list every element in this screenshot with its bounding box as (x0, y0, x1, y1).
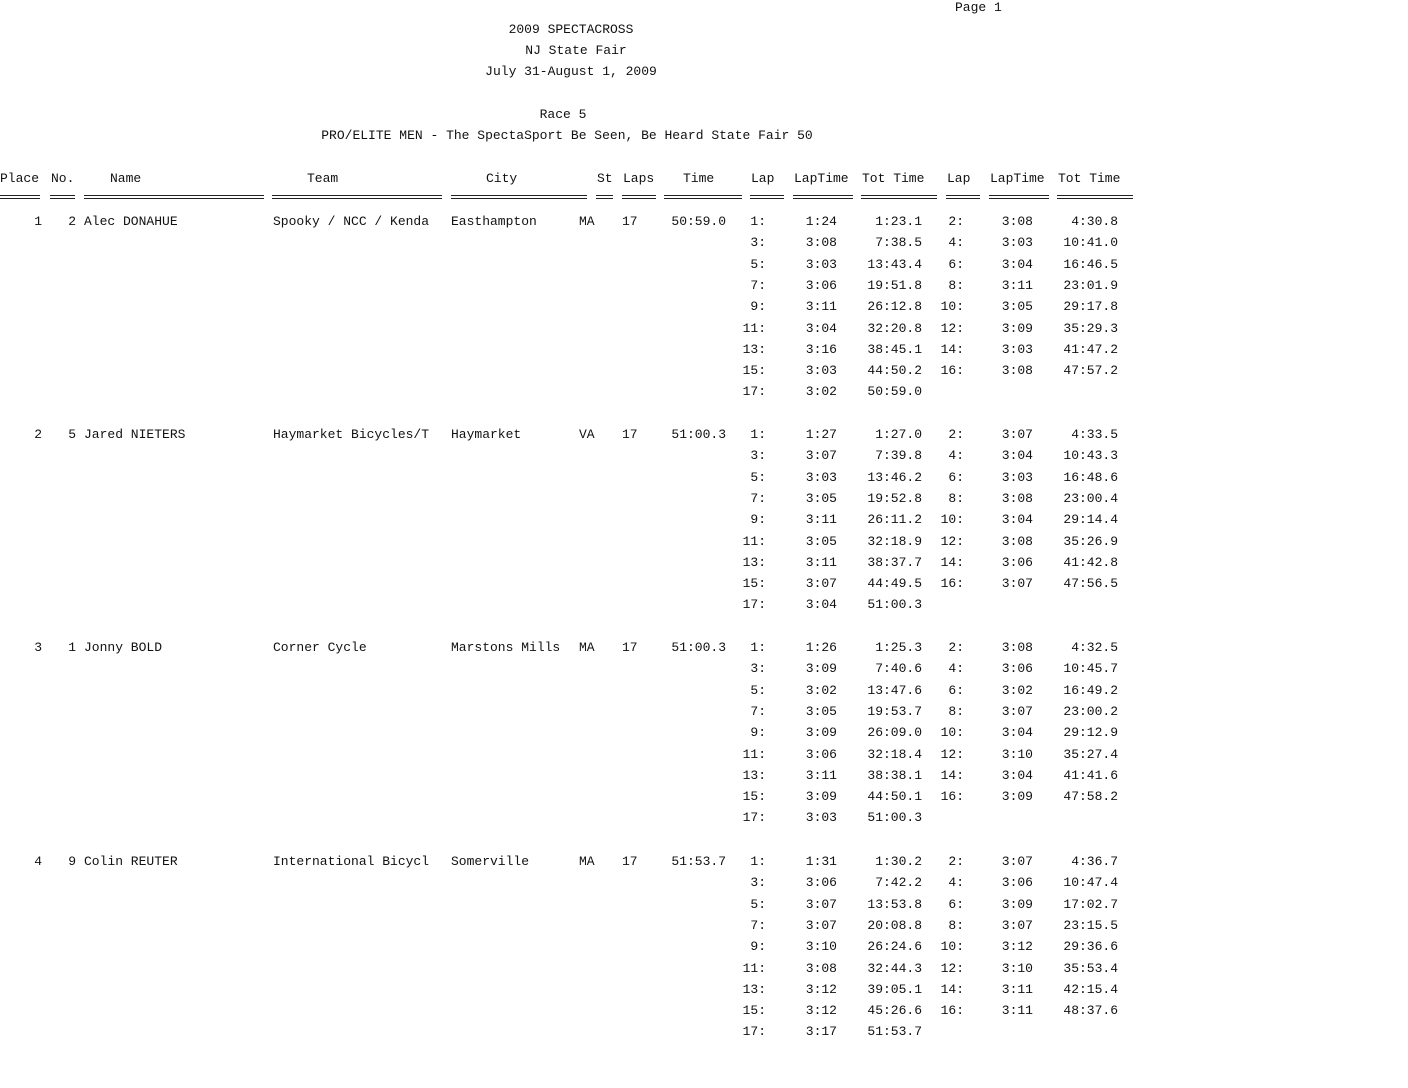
rider-number: 2 (68, 214, 76, 229)
col-lap-1: Lap (751, 171, 775, 186)
lap-number: 12: (940, 533, 964, 549)
lap-number: 11: (742, 320, 766, 336)
rider-city: Somerville (451, 854, 530, 869)
lap-total-time: 29:17.8 (1063, 299, 1118, 315)
lap-total-time: 1:30.2 (875, 854, 922, 869)
lap-total-time: 35:27.4 (1063, 746, 1118, 762)
lap-number: 2: (948, 854, 964, 869)
lap-total-time: 19:52.8 (867, 490, 922, 506)
rider-city: Haymarket (451, 427, 522, 442)
lap-time: 3:08 (805, 235, 837, 251)
lap-time: 3:09 (1001, 320, 1033, 336)
lap-number: 1: (750, 214, 766, 229)
lap-time: 1:27 (805, 427, 837, 442)
rule-tottime-1 (861, 195, 937, 199)
col-city: City (486, 171, 518, 186)
lap-total-time: 42:15.4 (1063, 981, 1118, 997)
rider-place: 1 (34, 214, 42, 229)
venue-title: NJ State Fair (525, 43, 627, 58)
lap-total-time: 51:00.3 (867, 810, 922, 826)
lap-number: 13: (742, 341, 766, 357)
lap-time: 3:03 (805, 363, 837, 379)
lap-number: 6: (948, 469, 964, 485)
lap-time: 3:05 (805, 533, 837, 549)
lap-total-time: 29:14.4 (1063, 512, 1118, 528)
lap-time: 3:07 (805, 917, 837, 933)
lap-number: 15: (742, 1003, 766, 1019)
lap-total-time: 29:12.9 (1063, 725, 1118, 741)
lap-time: 3:05 (1001, 299, 1033, 315)
rider-state: MA (579, 854, 595, 869)
lap-time: 3:06 (805, 746, 837, 762)
rule-no (50, 195, 75, 199)
lap-total-time: 13:43.4 (867, 256, 922, 272)
lap-time: 3:06 (805, 277, 837, 293)
lap-number: 16: (940, 1003, 964, 1019)
lap-total-time: 39:05.1 (867, 981, 922, 997)
lap-number: 2: (948, 427, 964, 442)
lap-time: 3:11 (1001, 1003, 1033, 1019)
col-lap-2: Lap (947, 171, 971, 186)
lap-total-time: 1:23.1 (875, 214, 922, 229)
lap-time: 3:17 (805, 1024, 837, 1040)
lap-number: 6: (948, 256, 964, 272)
lap-time: 3:07 (805, 896, 837, 912)
lap-time: 3:08 (1001, 363, 1033, 379)
lap-total-time: 4:33.5 (1071, 427, 1118, 442)
lap-time: 3:07 (805, 576, 837, 592)
lap-number: 6: (948, 682, 964, 698)
lap-time: 3:06 (1001, 661, 1033, 677)
lap-time: 3:03 (805, 256, 837, 272)
lap-total-time: 35:29.3 (1063, 320, 1118, 336)
lap-time: 3:03 (1001, 469, 1033, 485)
col-laptime-1: LapTime (794, 171, 849, 186)
lap-number: 6: (948, 896, 964, 912)
lap-total-time: 44:49.5 (867, 576, 922, 592)
rider-name: Jared NIETERS (84, 427, 186, 442)
lap-time: 3:12 (805, 1003, 837, 1019)
lap-time: 3:04 (1001, 512, 1033, 528)
lap-time: 3:07 (1001, 427, 1033, 442)
lap-number: 15: (742, 576, 766, 592)
lap-time: 3:09 (1001, 896, 1033, 912)
lap-total-time: 4:36.7 (1071, 854, 1118, 869)
col-laps: Laps (623, 171, 655, 186)
rider-city: Easthampton (451, 214, 537, 229)
rider-team: International Bicycl (273, 854, 430, 869)
rule-laps (622, 195, 656, 199)
lap-number: 10: (940, 299, 964, 315)
lap-total-time: 10:47.4 (1063, 875, 1118, 891)
lap-number: 14: (940, 554, 964, 570)
rider-state: MA (579, 640, 595, 655)
lap-total-time: 7:40.6 (875, 661, 922, 677)
lap-number: 1: (750, 640, 766, 655)
lap-time: 3:08 (1001, 490, 1033, 506)
rider-place: 4 (34, 854, 42, 869)
lap-total-time: 44:50.1 (867, 789, 922, 805)
lap-time: 3:10 (1001, 960, 1033, 976)
lap-total-time: 13:47.6 (867, 682, 922, 698)
lap-time: 3:08 (805, 960, 837, 976)
lap-total-time: 23:00.2 (1063, 703, 1118, 719)
race-category: PRO/ELITE MEN - The SpectaSport Be Seen, Be Heard State Fair 50 (321, 128, 813, 143)
lap-time: 3:11 (805, 299, 837, 315)
col-no: No. (51, 171, 75, 186)
lap-time: 3:11 (805, 767, 837, 783)
lap-number: 4: (948, 661, 964, 677)
lap-number: 5: (750, 896, 766, 912)
lap-number: 9: (750, 299, 766, 315)
lap-time: 3:04 (1001, 256, 1033, 272)
rider-number: 5 (68, 427, 76, 442)
lap-total-time: 19:53.7 (867, 703, 922, 719)
lap-total-time: 35:53.4 (1063, 960, 1118, 976)
race-title: Race 5 (539, 107, 587, 122)
rider-state: VA (579, 427, 595, 442)
rule-time (664, 195, 742, 199)
rule-st (596, 195, 613, 199)
rider-name: Alec DONAHUE (84, 214, 178, 229)
rule-lap-2 (946, 195, 980, 199)
lap-total-time: 16:48.6 (1063, 469, 1118, 485)
lap-total-time: 26:11.2 (867, 512, 922, 528)
lap-time: 3:09 (805, 725, 837, 741)
lap-time: 3:02 (1001, 682, 1033, 698)
lap-total-time: 19:51.8 (867, 277, 922, 293)
col-st: St (597, 171, 613, 186)
lap-number: 12: (940, 746, 964, 762)
lap-number: 1: (750, 854, 766, 869)
lap-total-time: 26:24.6 (867, 939, 922, 955)
lap-number: 9: (750, 939, 766, 955)
lap-number: 2: (948, 640, 964, 655)
lap-number: 12: (940, 960, 964, 976)
col-time: Time (683, 171, 715, 186)
lap-time: 3:06 (805, 875, 837, 891)
lap-number: 4: (948, 235, 964, 251)
lap-total-time: 32:18.9 (867, 533, 922, 549)
lap-number: 1: (750, 427, 766, 442)
lap-time: 3:04 (805, 597, 837, 613)
lap-time: 3:09 (805, 789, 837, 805)
lap-time: 3:03 (1001, 235, 1033, 251)
rule-lap-1 (750, 195, 784, 199)
rider-time: 51:00.3 (671, 427, 726, 442)
lap-number: 9: (750, 512, 766, 528)
col-tottime-2: Tot Time (1058, 171, 1121, 186)
lap-time: 3:08 (1001, 533, 1033, 549)
lap-number: 8: (948, 490, 964, 506)
lap-time: 3:12 (1001, 939, 1033, 955)
rider-laps: 17 (622, 854, 638, 869)
lap-total-time: 50:59.0 (867, 384, 922, 400)
lap-number: 8: (948, 703, 964, 719)
lap-number: 16: (940, 363, 964, 379)
lap-time: 3:07 (1001, 576, 1033, 592)
col-tottime-1: Tot Time (862, 171, 925, 186)
rule-laptime-2 (989, 195, 1049, 199)
lap-time: 3:07 (805, 448, 837, 464)
lap-number: 11: (742, 960, 766, 976)
lap-total-time: 10:41.0 (1063, 235, 1118, 251)
rider-team: Haymarket Bicycles/T (273, 427, 430, 442)
rider-team: Spooky / NCC / Kenda (273, 214, 430, 229)
lap-number: 7: (750, 277, 766, 293)
lap-number: 9: (750, 725, 766, 741)
rider-state: MA (579, 214, 595, 229)
rider-number: 1 (68, 640, 76, 655)
lap-number: 5: (750, 469, 766, 485)
lap-number: 4: (948, 448, 964, 464)
lap-time: 3:05 (805, 490, 837, 506)
lap-total-time: 41:47.2 (1063, 341, 1118, 357)
lap-number: 17: (742, 1024, 766, 1040)
lap-time: 3:04 (1001, 767, 1033, 783)
lap-total-time: 16:46.5 (1063, 256, 1118, 272)
lap-time: 3:02 (805, 682, 837, 698)
lap-number: 17: (742, 384, 766, 400)
lap-time: 1:24 (805, 214, 837, 229)
lap-number: 3: (750, 661, 766, 677)
lap-number: 14: (940, 767, 964, 783)
rider-time: 51:53.7 (671, 854, 726, 869)
lap-number: 7: (750, 490, 766, 506)
lap-number: 12: (940, 320, 964, 336)
col-team: Team (307, 171, 339, 186)
rider-city: Marstons Mills (451, 640, 561, 655)
lap-time: 3:16 (805, 341, 837, 357)
rule-name (84, 195, 264, 199)
lap-number: 7: (750, 703, 766, 719)
lap-total-time: 7:38.5 (875, 235, 922, 251)
lap-total-time: 1:25.3 (875, 640, 922, 655)
lap-total-time: 23:15.5 (1063, 917, 1118, 933)
lap-total-time: 32:20.8 (867, 320, 922, 336)
lap-time: 3:11 (805, 512, 837, 528)
lap-total-time: 38:37.7 (867, 554, 922, 570)
lap-time: 3:03 (805, 469, 837, 485)
lap-number: 14: (940, 981, 964, 997)
lap-total-time: 35:26.9 (1063, 533, 1118, 549)
lap-total-time: 38:38.1 (867, 767, 922, 783)
lap-total-time: 4:30.8 (1071, 214, 1118, 229)
rider-number: 9 (68, 854, 76, 869)
lap-total-time: 51:00.3 (867, 597, 922, 613)
lap-time: 3:12 (805, 981, 837, 997)
lap-time: 3:07 (1001, 854, 1033, 869)
lap-total-time: 13:46.2 (867, 469, 922, 485)
rider-name: Colin REUTER (84, 854, 178, 869)
lap-number: 16: (940, 576, 964, 592)
lap-number: 10: (940, 512, 964, 528)
rider-laps: 17 (622, 427, 638, 442)
rider-time: 51:00.3 (671, 640, 726, 655)
lap-total-time: 7:42.2 (875, 875, 922, 891)
lap-number: 17: (742, 597, 766, 613)
rule-tottime-2 (1057, 195, 1133, 199)
lap-number: 15: (742, 363, 766, 379)
rule-laptime-1 (793, 195, 853, 199)
lap-total-time: 26:12.8 (867, 299, 922, 315)
rule-city (451, 195, 587, 199)
lap-total-time: 16:49.2 (1063, 682, 1118, 698)
lap-total-time: 10:45.7 (1063, 661, 1118, 677)
lap-number: 13: (742, 981, 766, 997)
lap-total-time: 38:45.1 (867, 341, 922, 357)
lap-total-time: 20:08.8 (867, 917, 922, 933)
lap-total-time: 29:36.6 (1063, 939, 1118, 955)
col-laptime-2: LapTime (990, 171, 1045, 186)
lap-number: 7: (750, 917, 766, 933)
lap-number: 5: (750, 682, 766, 698)
lap-number: 11: (742, 533, 766, 549)
lap-time: 3:04 (1001, 448, 1033, 464)
lap-time: 1:26 (805, 640, 837, 655)
lap-time: 3:03 (805, 810, 837, 826)
lap-time: 3:11 (1001, 981, 1033, 997)
rider-place: 2 (34, 427, 42, 442)
lap-total-time: 48:37.6 (1063, 1003, 1118, 1019)
lap-total-time: 26:09.0 (867, 725, 922, 741)
lap-total-time: 10:43.3 (1063, 448, 1118, 464)
lap-time: 3:09 (1001, 789, 1033, 805)
lap-number: 10: (940, 725, 964, 741)
lap-total-time: 17:02.7 (1063, 896, 1118, 912)
rider-time: 50:59.0 (671, 214, 726, 229)
lap-total-time: 23:00.4 (1063, 490, 1118, 506)
lap-number: 16: (940, 789, 964, 805)
lap-time: 3:05 (805, 703, 837, 719)
rider-name: Jonny BOLD (84, 640, 163, 655)
rider-laps: 17 (622, 214, 638, 229)
lap-total-time: 23:01.9 (1063, 277, 1118, 293)
lap-time: 3:10 (1001, 746, 1033, 762)
lap-number: 3: (750, 235, 766, 251)
lap-number: 3: (750, 875, 766, 891)
lap-time: 3:10 (805, 939, 837, 955)
lap-number: 14: (940, 341, 964, 357)
lap-time: 3:06 (1001, 875, 1033, 891)
col-name: Name (110, 171, 142, 186)
lap-number: 17: (742, 810, 766, 826)
page-number: Page 1 (955, 0, 1002, 15)
lap-total-time: 13:53.8 (867, 896, 922, 912)
lap-number: 13: (742, 554, 766, 570)
lap-time: 3:11 (1001, 277, 1033, 293)
lap-time: 3:06 (1001, 554, 1033, 570)
rider-laps: 17 (622, 640, 638, 655)
lap-time: 3:07 (1001, 703, 1033, 719)
lap-number: 8: (948, 277, 964, 293)
lap-time: 3:03 (1001, 341, 1033, 357)
lap-number: 15: (742, 789, 766, 805)
lap-total-time: 51:53.7 (867, 1024, 922, 1040)
lap-total-time: 41:41.6 (1063, 767, 1118, 783)
lap-total-time: 47:57.2 (1063, 363, 1118, 379)
lap-total-time: 1:27.0 (875, 427, 922, 442)
lap-number: 3: (750, 448, 766, 464)
lap-total-time: 32:18.4 (867, 746, 922, 762)
lap-total-time: 32:44.3 (867, 960, 922, 976)
lap-total-time: 47:58.2 (1063, 789, 1118, 805)
rule-place (0, 195, 40, 199)
lap-total-time: 7:39.8 (875, 448, 922, 464)
lap-time: 3:04 (1001, 725, 1033, 741)
col-place: Place (0, 171, 40, 186)
rider-team: Corner Cycle (273, 640, 367, 655)
rider-place: 3 (34, 640, 42, 655)
lap-time: 3:07 (1001, 917, 1033, 933)
lap-total-time: 45:26.6 (867, 1003, 922, 1019)
lap-time: 3:11 (805, 554, 837, 570)
lap-number: 8: (948, 917, 964, 933)
lap-time: 1:31 (805, 854, 837, 869)
lap-total-time: 4:32.5 (1071, 640, 1118, 655)
lap-time: 3:08 (1001, 214, 1033, 229)
lap-number: 2: (948, 214, 964, 229)
lap-number: 5: (750, 256, 766, 272)
lap-total-time: 41:42.8 (1063, 554, 1118, 570)
lap-number: 11: (742, 746, 766, 762)
lap-time: 3:02 (805, 384, 837, 400)
lap-number: 13: (742, 767, 766, 783)
lap-number: 10: (940, 939, 964, 955)
lap-total-time: 44:50.2 (867, 363, 922, 379)
event-dates: July 31-August 1, 2009 (485, 64, 657, 79)
lap-time: 3:09 (805, 661, 837, 677)
lap-total-time: 47:56.5 (1063, 576, 1118, 592)
lap-time: 3:08 (1001, 640, 1033, 655)
lap-number: 4: (948, 875, 964, 891)
event-title: 2009 SPECTACROSS (508, 22, 634, 37)
lap-time: 3:04 (805, 320, 837, 336)
rule-team (272, 195, 442, 199)
